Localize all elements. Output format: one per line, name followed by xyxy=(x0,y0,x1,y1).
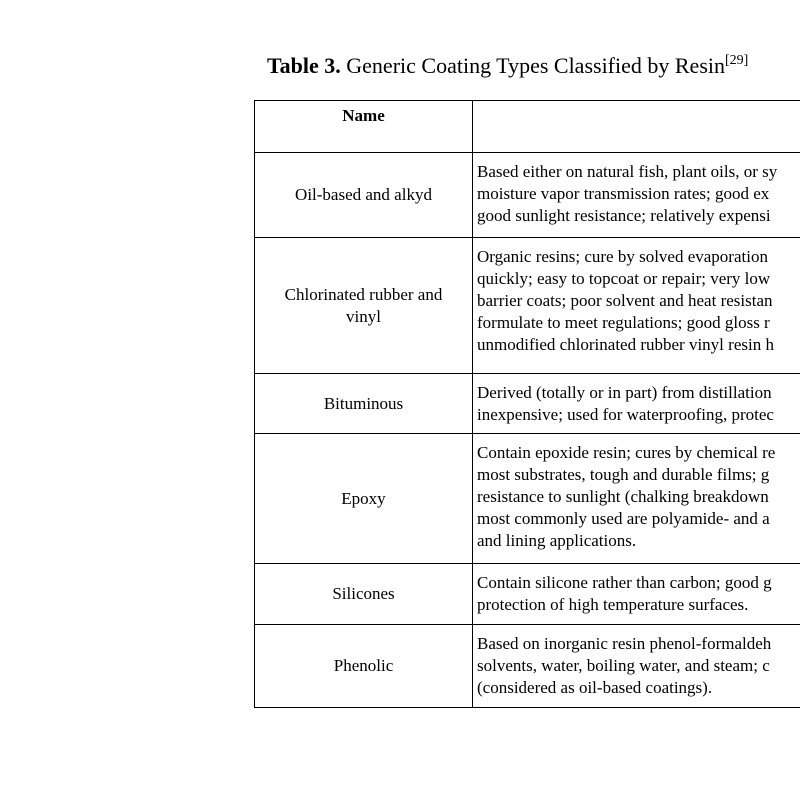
table-row xyxy=(255,564,800,625)
column-header-name: Name xyxy=(255,101,473,153)
row-description xyxy=(473,238,800,374)
description-line: formulate to meet regulations; good gloss r xyxy=(477,313,770,332)
description-line: and lining applications. xyxy=(477,531,637,550)
row-description xyxy=(473,625,800,708)
description-line: solvents, water, boiling water, and steam; c xyxy=(477,656,770,675)
row-description xyxy=(473,374,800,434)
description-line: most commonly used are polyamide- and a xyxy=(477,509,770,528)
description-line: barrier coats; poor solvent and heat resistan xyxy=(477,291,773,310)
description-line: Contain epoxide resin; cures by chemical re xyxy=(477,443,776,462)
coating-types-table xyxy=(254,100,800,708)
description-line: Derived (totally or in part) from distillation xyxy=(477,383,772,402)
table-caption xyxy=(267,50,748,82)
description-line: protection of high temperature surfaces. xyxy=(477,595,749,614)
row-name-bituminous: Bituminous xyxy=(255,374,473,434)
description-line: unmodified chlorinated rubber vinyl resin h xyxy=(477,335,774,354)
table-row xyxy=(255,374,800,434)
row-name-phenolic: Phenolic xyxy=(255,625,473,708)
row-name-silicones: Silicones xyxy=(255,564,473,625)
description-line: Organic resins; cure by solved evaporation xyxy=(477,247,768,266)
description-line: Based on inorganic resin phenol-formaldeh xyxy=(477,634,772,653)
table-row xyxy=(255,153,800,238)
description-line: moisture vapor transmission rates; good ex xyxy=(477,184,770,203)
description-line: most substrates, tough and durable films; g xyxy=(477,465,770,484)
description-line: (considered as oil-based coatings). xyxy=(477,678,713,697)
description-line: resistance to sunlight (chalking breakdown xyxy=(477,487,769,506)
table-header-row xyxy=(255,101,800,153)
description-line: quickly; easy to topcoat or repair; very low xyxy=(477,269,771,288)
caption-label: Table 3. xyxy=(267,53,341,78)
row-name-oil-based-alkyd: Oil-based and alkyd xyxy=(255,153,473,238)
description-line: Contain silicone rather than carbon; good g xyxy=(477,573,772,592)
row-name-epoxy: Epoxy xyxy=(255,434,473,564)
caption-reference: [29] xyxy=(725,53,749,68)
table-row xyxy=(255,434,800,564)
description-line: good sunlight resistance; relatively expensi xyxy=(477,206,771,225)
description-line: inexpensive; used for waterproofing, protec xyxy=(477,405,774,424)
description-line: Based either on natural fish, plant oils, or sy xyxy=(477,162,778,181)
column-header-description xyxy=(473,101,800,153)
row-description xyxy=(473,564,800,625)
row-description xyxy=(473,153,800,238)
row-description xyxy=(473,434,800,564)
caption-text: Generic Coating Types Classified by Resin xyxy=(340,53,725,78)
row-name-chlorinated-rubber-vinyl: Chlorinated rubber and vinyl xyxy=(255,238,473,374)
table-row xyxy=(255,238,800,374)
table-row xyxy=(255,625,800,708)
